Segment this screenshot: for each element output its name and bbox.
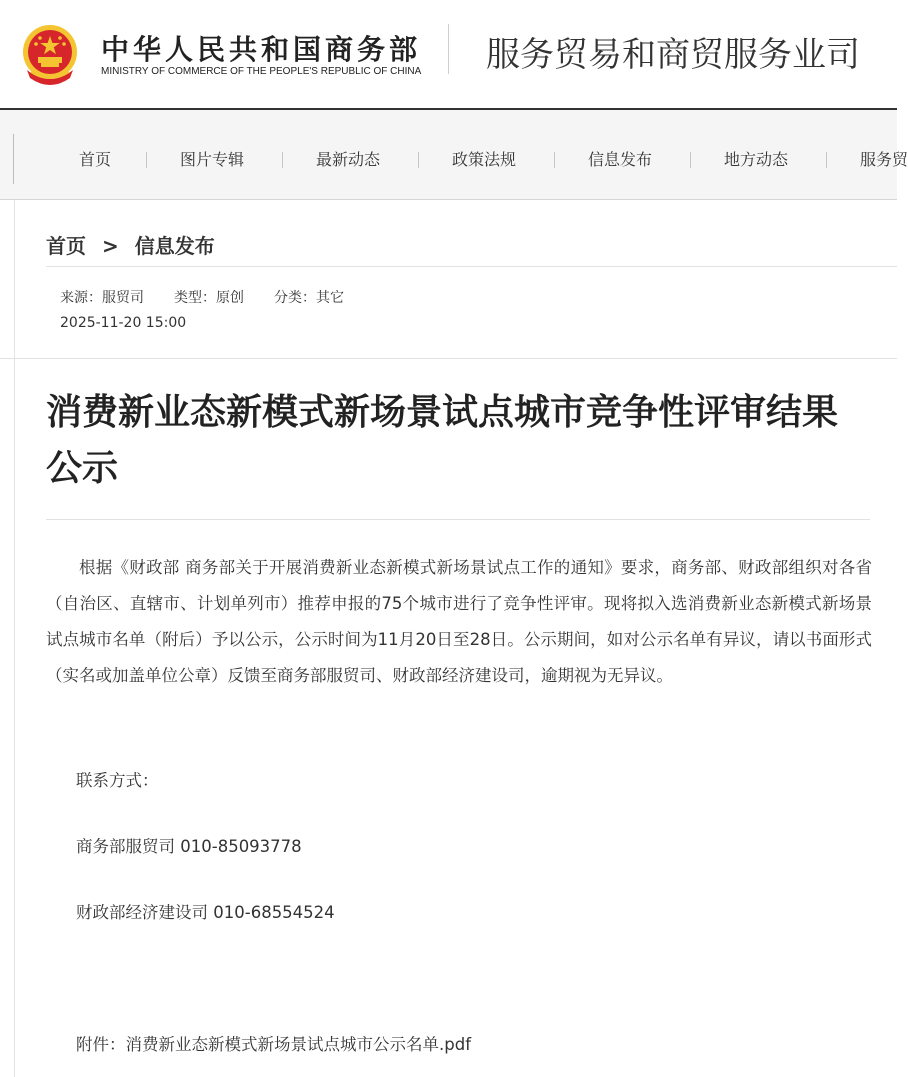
meta-type: 类型：原创	[174, 290, 244, 306]
left-border	[0, 200, 15, 360]
nav-item-service-trade[interactable]: 服务贸	[860, 150, 908, 169]
site-header	[0, 0, 897, 110]
meta-divider	[0, 358, 897, 359]
national-emblem-icon[interactable]	[21, 22, 79, 86]
attachment-label: 附件：	[76, 1035, 126, 1054]
article-body-paragraph: 根据《财政部 商务部关于开展消费新业态新模式新场景试点工作的通知》要求，商务部、财政部组织对各省（自治区、直辖市、计划单列市）推荐申报的75个城市进行了竞争性评审。现将拟入选消费新业态新模式新场景试点城市名单（附后）予以公示，公示时间为11月20日至28日。公示期间，如对公示名单有异议，请以书面形式（实名或加盖单位公章）反馈至商务部服贸司、财政部经济建设司，逾期视为无异议。	[46, 558, 872, 685]
meta-source: 来源：服贸司	[60, 290, 144, 306]
nav-separator	[690, 152, 691, 168]
department-title: 服务贸易和商贸服务业司	[486, 35, 860, 75]
header-divider	[448, 24, 449, 74]
nav-item-info-release[interactable]: 信息发布	[588, 150, 653, 169]
meta-category: 分类：其它	[274, 290, 344, 306]
nav-item-latest-news[interactable]: 最新动态	[316, 150, 381, 169]
attachment-pdf-link[interactable]: 消费新业态新模式新场景试点城市公示名单.pdf	[125, 1035, 472, 1054]
contact-commerce: 商务部服贸司 010-85093778	[76, 837, 302, 856]
article-meta	[60, 287, 374, 307]
nav-item-policies[interactable]: 政策法规	[452, 150, 517, 169]
main-nav	[0, 110, 908, 200]
meta-datetime: 2025-11-20 15:00	[60, 315, 187, 331]
nav-separator	[554, 152, 555, 168]
nav-separator	[418, 152, 419, 168]
contact-heading: 联系方式：	[76, 771, 159, 790]
attachment	[76, 1031, 471, 1055]
article-title: 消费新业态新模式新场景试点城市竞争性评审结果公示	[46, 392, 839, 489]
nav-separator	[146, 152, 147, 168]
nav-item-photo-album[interactable]: 图片专辑	[180, 150, 245, 169]
ministry-name-cn[interactable]: 中华人民共和国商务部	[101, 33, 422, 66]
breadcrumb-separator: >	[102, 234, 119, 258]
breadcrumb-home[interactable]: 首页	[46, 234, 86, 258]
nav-separator	[282, 152, 283, 168]
breadcrumb-current[interactable]: 信息发布	[134, 234, 215, 258]
nav-item-local-news[interactable]: 地方动态	[724, 150, 789, 169]
title-divider	[46, 519, 870, 520]
breadcrumb-divider	[46, 266, 897, 267]
ministry-name-en[interactable]: MINISTRY OF COMMERCE OF THE PEOPLE'S REPUBLIC OF CHINA	[101, 66, 422, 77]
nav-item-home[interactable]: 首页	[79, 150, 112, 169]
left-border-line	[14, 200, 15, 1077]
nav-edge-divider	[13, 134, 14, 184]
breadcrumb	[46, 230, 215, 259]
nav-separator	[826, 152, 827, 168]
contact-finance: 财政部经济建设司 010-68554524	[76, 903, 335, 922]
